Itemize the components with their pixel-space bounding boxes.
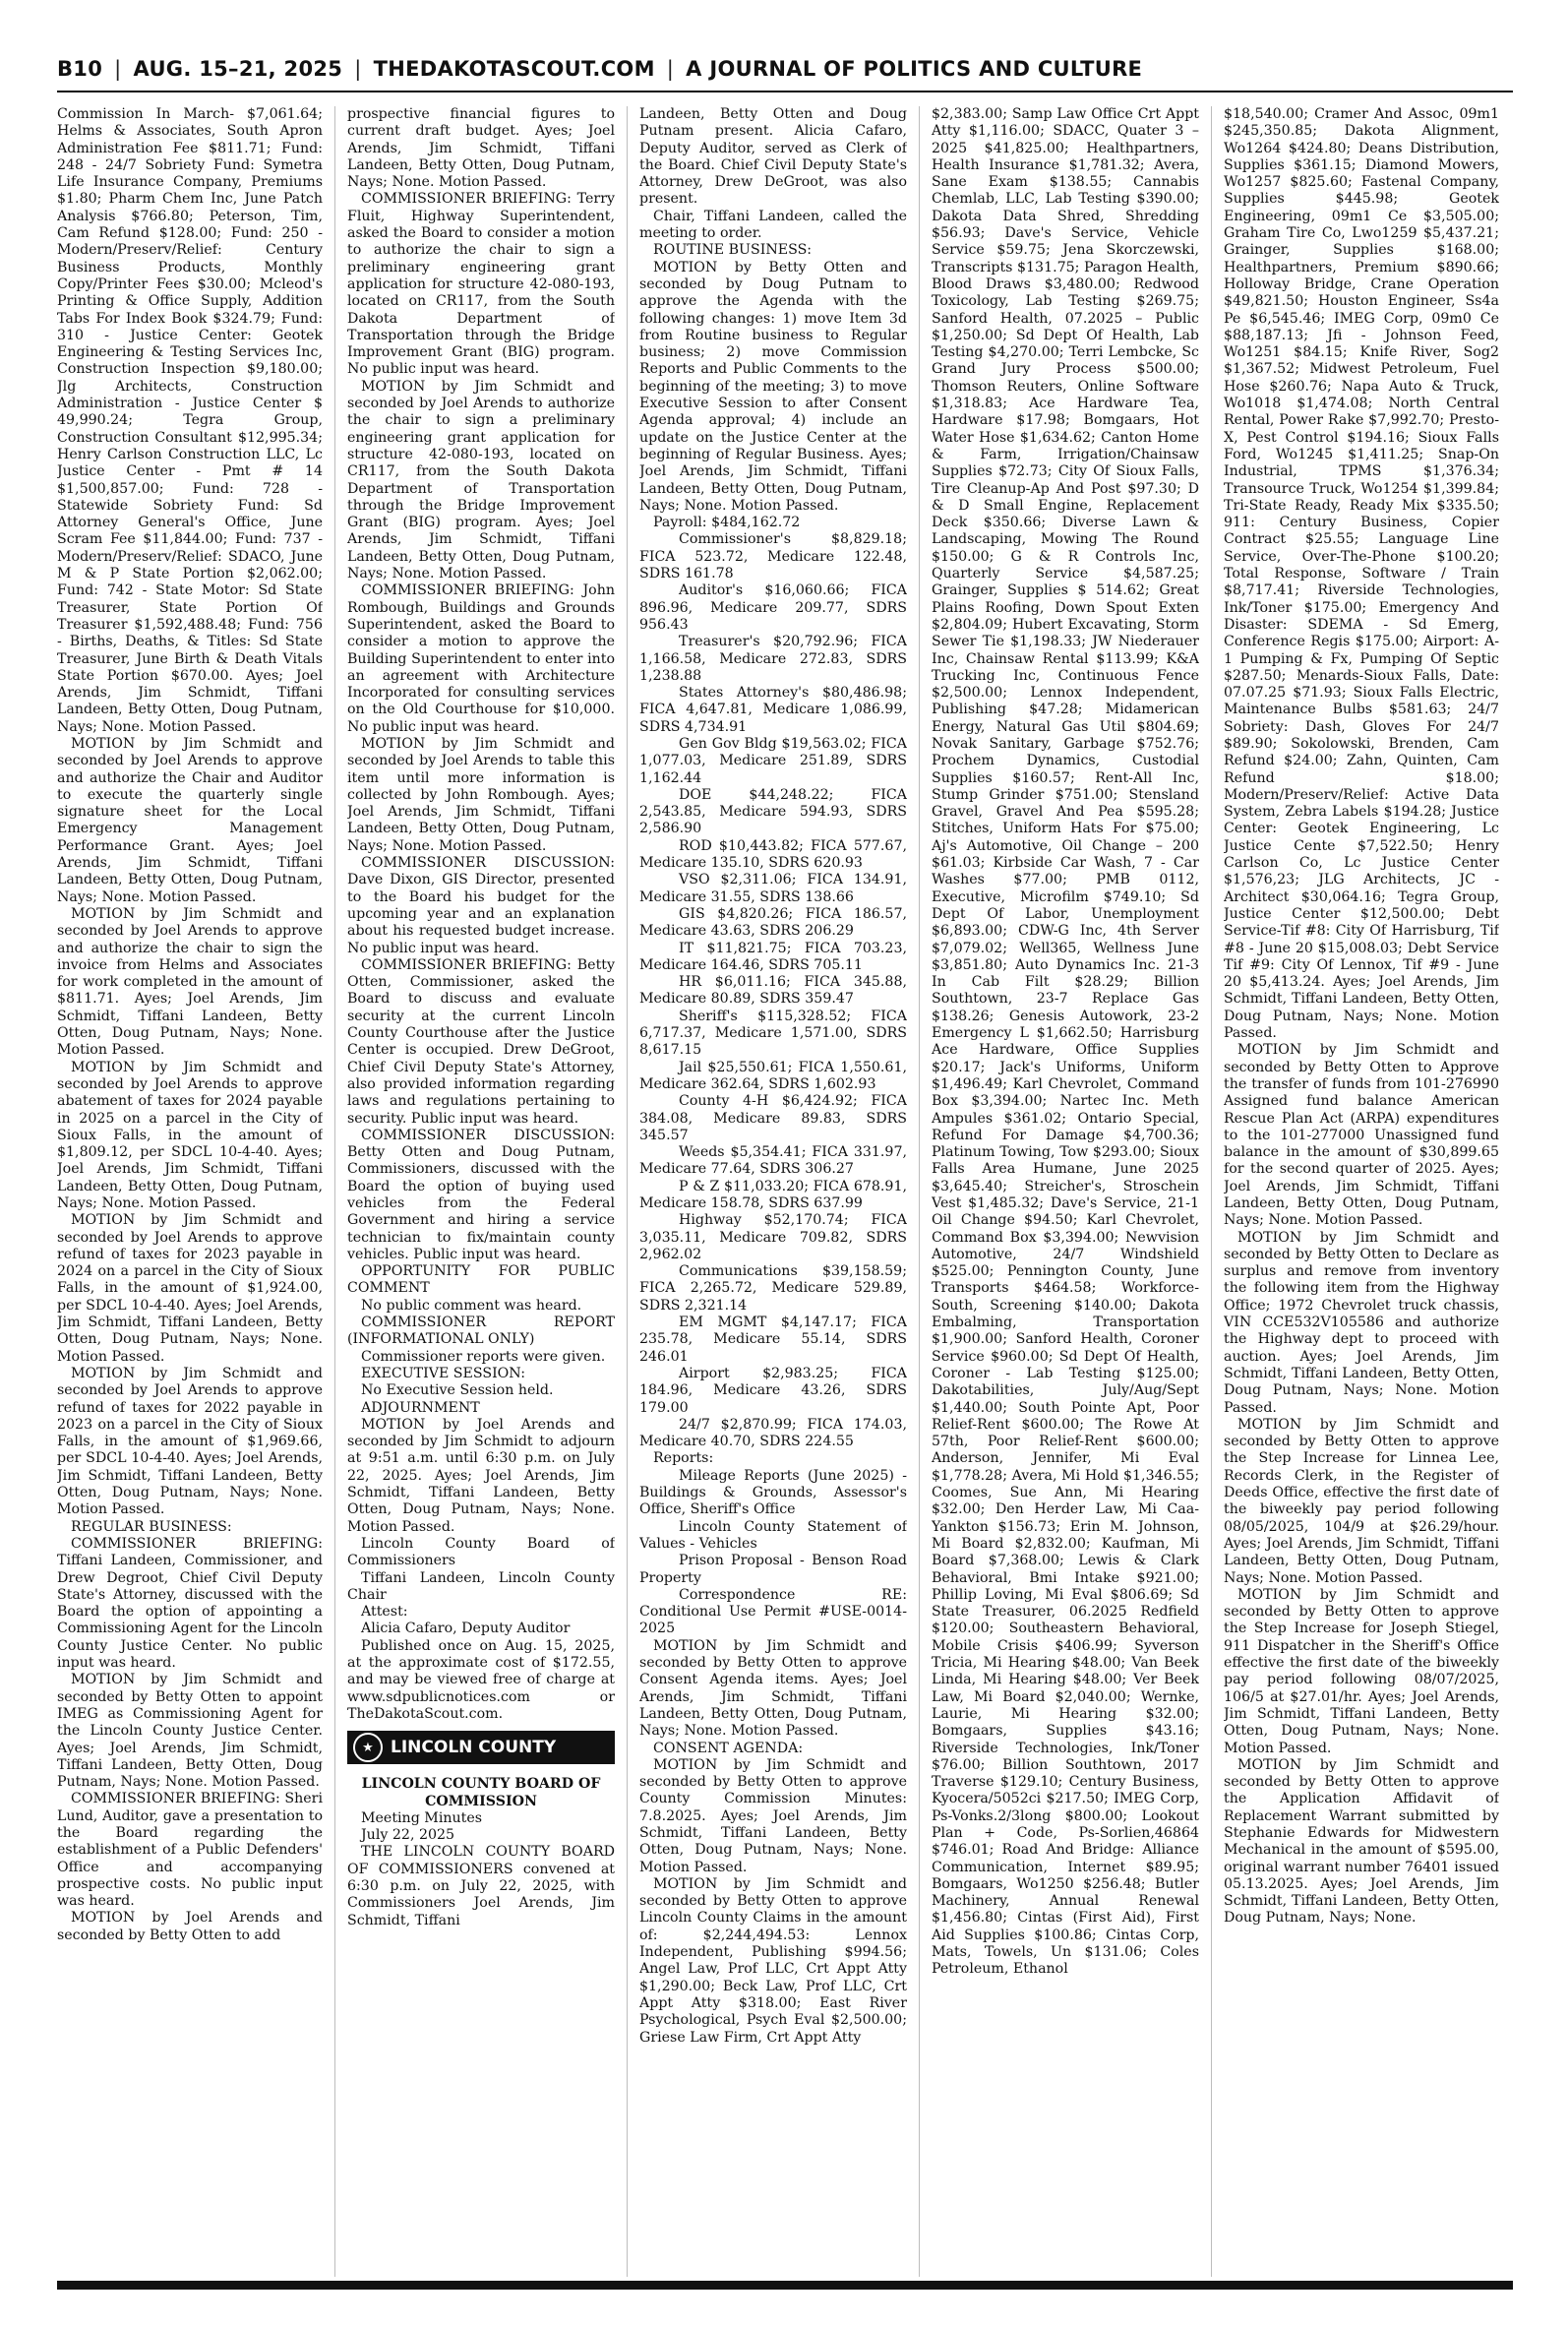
text-column-4 bbox=[932, 106, 1199, 2277]
paragraph: MOTION by Jim Schmidt and seconded by Betty Otten to Approve the transfer of funds from 101-276990 Assigned fund balance American Rescue Plan Act (ARPA) expenditures to the 101-277000 Unassigned fund balance in the amount of $30,899.65 for the second quarter of 2025. Ayes; Joel Arends, Jim Schmidt, Tiffani Landeen, Betty Otten, Doug Putnam, Nays; None. Motion Passed. bbox=[1224, 1042, 1499, 1229]
column-divider bbox=[919, 106, 920, 2277]
footer-rule bbox=[57, 2281, 1513, 2290]
paragraph: COMMISSIONER BRIEFING: Betty Otten, Commissioner, asked the Board to discuss and evaluate security at the current Lincoln County Courthouse after the Justice Center is occupied. Drew DeGroot, Chief Civil Deputy State's Attorney, also provided information regarding laws and regulations pertaining to security. Public input was heard. bbox=[347, 956, 615, 1127]
payroll-line: ROD $10,443.82; FICA 577.67, Medicare 135.10, SDRS 620.93 bbox=[639, 837, 907, 872]
paragraph: Commission In March- $7,061.64; Helms & Associates, South Apron Administration Fee $811.71; Fund: 248 - 24/7 Sobriety Fund: Symetra Life Insurance Company, Premiums $1.80; Pharm Chem Inc, June Patch Analysis $766.80; Peterson, Tim, Cam Refund $128.00; Fund: 250 - Modern/Preserv/Relief: Century Business Products, Monthly Copy/Printer Fees $30.00; Mcleod's Printing & Office Supply, Addition Tabs For Index Book $324.79; Fund: 310 - Justice Center: Geotek Engineering & Testing Services Inc, Construction Inspection $9,180.00; Jlg Architects, Construction Administration - Justice Center $ 49,990.24; Tegra Group, Construction Consultant $12,995.34; Henry Carlson Construction LLC, Lc Justice Center - Pmt # 14 $1,500,857.00; Fund: 728 - Statewide Sobriety Fund: Sd Attorney General's Office, June Scram Fee $11,844.00; Fund: 737 - Modern/Preserv/Relief: SDACO, June M & P State Portion $2,062.00; Fund: 742 - State Motor: Sd State Treasurer, State Portion Of Treasurer $1,592,488.48; Fund: 756 - Births, Deaths, & Titles: Sd State Treasurer, June Birth & Death Vitals State Portion $670.00. Ayes; Joel Arends, Jim Schmidt, Tiffani Landeen, Betty Otten, Doug Putnam, Nays; None. Motion Passed. bbox=[57, 106, 323, 735]
paragraph: prospective financial figures to current draft budget. Ayes; Joel Arends, Jim Schmidt, Tiffani Landeen, Betty Otten, Doug Putnam, Nays; None. Motion Passed. bbox=[347, 106, 615, 191]
paragraph: No Executive Session held. bbox=[361, 1382, 554, 1399]
site-name[interactable]: THEDAKOTASCOUT.COM bbox=[373, 57, 655, 81]
paragraph: Tiffani Landeen, Lincoln County Chair bbox=[347, 1569, 615, 1603]
paragraph: MOTION by Jim Schmidt and seconded by Betty Otten to approve the Application Affidavit of Replacement Warrant submitted by Stephanie Edwards for Midwestern Mechanical in the amount of $595.00, original warrant number 76401 issued 05.13.2025. Ayes; Joel Arends, Jim Schmidt, Tiffani Landeen, Betty Otten, Doug Putnam, Nays; None. bbox=[1224, 1756, 1499, 1927]
payroll-line: VSO $2,311.06; FICA 134.91, Medicare 31.55, SDRS 138.66 bbox=[639, 872, 907, 905]
page-number: B10 bbox=[57, 57, 103, 81]
paragraph: $2,383.00; Samp Law Office Crt Appt Atty $1,116.00; SDACC, Quater 3 – 2025 $41,825.00; Healthpartners, Health Insurance $1,781.32; Avera, Sane Exam $138.55; Cannabis Chemlab, LLC, Lab Testing $390.00; Dakota Data Shred, Shredding $56.93; Dave's Service, Vehicle Service $59.75; Jena Skorczewski, Transcripts $131.75; Paragon Health, Blood Draws $3,480.00; Redwood Toxicology, Lab Testing $269.75; Sanford Health, 07.2025 – Public $1,250.00; Sd Dept Of Health, Lab Testing $4,270.00; Terri Lembcke, Sc Grand Jury Process $500.00; Thomson Reuters, Online Software $1,318.83; Ace Hardware Tea, Hardware $17.98; Bomgaars, Hot Water Hose $1,634.62; Canton Home & Farm, Irrigation/Chainsaw Supplies $72.73; City Of Sioux Falls, Tire Cleanup-Ap And Post $97.30; D & D Small Engine, Replacement Deck $350.66; Diverse Lawn & Landscaping, Mowing The Round $150.00; G & R Controls Inc, Quarterly Service $4,587.25; Grainger, Supplies $ 514.62; Great Plains Roofing, Down Spout Exten $2,804.09; Hubert Excavating, Storm Sewer Tie $1,198.33; JW Niederauer Inc, Chainsaw Rental $113.99; K&A Trucking Inc, Continuous Fence $2,500.00; Lennox Independent, Publishing $47.28; Midamerican Energy, Natural Gas Util $804.69; Novak Sanitary, Garbage $752.76; Prochem Dynamics, Custodial Supplies $160.57; Rent-All Inc, Stump Grinder $751.00; Stensland Gravel, Gravel And Pea $595.28; Stitches, Uniform Hats For $75.00; Aj's Automotive, Oil Change – 200 $61.03; Kirbside Car Wash, 7 - Car Washes $77.00; PMB 0112, Executive, Microfilm $749.10; Sd Dept Of Labor, Unemployment $6,893.00; CDW-G Inc, 4th Server $7,079.02; Well365, Wellness June $3,851.80; Auto Dynamics Inc. 21-3 In Cab Filt $28.29; Billion Southtown, 23-7 Replace Gas $138.26; Genesis Autowork, 23-2 Emergency L $1,662.50; Harrisburg Ace Hardware, Office Supplies $20.17; Jack's Uniforms, Uniform $1,496.49; Karl Chevrolet, Command Box $3,394.00; Nartec Inc. Meth Ampules $361.02; Ontario Special, Refund For Damage $4,700.36; Platinum Towing, Tow $293.00; Sioux Falls Area Humane, June 2025 $3,645.40; Streicher's, Stroschein Vest $1,485.32; Dave's Service, 21-1 Oil Change $94.50; Karl Chevrolet, Command Box $3,394.00; Newvision Automotive, 24/7 Windshield $525.00; Pennington County, June Transports $464.58; Workforce-South, Screening $140.00; Dakota Embalming, Transportation $1,900.00; Sanford Health, Coroner Service $960.00; Sd Dept Of Health, Coroner - Lab Testing $125.00; Dakotabilities, July/Aug/Sept $1,440.00; South Pointe Apt, Poor Relief-Rent $600.00; The Rowe At 57th, Poor Relief-Rent $600.00; Anderson, Jennifer, Mi Eval $1,778.28; Avera, Mi Hold $1,346.55; Coomes, Sue Ann, Mi Hearing $32.00; Den Herder Law, Mi Caa-Yankton $156.73; Erin M. Johnson, Mi Board $2,832.00; Kaufman, Mi Board $7,368.00; Lewis & Clark Behavioral, Bmi Intake $921.00; Phillip Loving, Mi Eval $806.69; Sd State Treasurer, 06.2025 Redfield $120.00; Southeastern Behavioral, Mobile Crisis $406.99; Syverson Tricia, Mi Hearing $48.00; Van Beek Linda, Mi Hearing $48.00; Ver Beek Law, Mi Board $2,040.00; Wernke, Laurie, Mi Hearing $32.00; Bomgaars, Supplies $43.16; Riverside Technologies, Ink/Toner $76.00; Billion Southtown, 2017 Traverse $129.10; Century Business, Kyocera/5052ci $217.50; IMEG Corp, Ps-Vonks.2/3long $800.00; Lookout Plan + Code, Ps-Sorlien,46864 $746.01; Road And Bridge: Alliance Communication, Internet $89.95; Bomgaars, Wo1250 $256.48; Butler Machinery, Annual Renewal $1,456.80; Cintas (First Aid), First Aid Supplies $100.86; Cintas Corp, Mats, Towels, Un $131.06; Coles Petroleum, Ethanol bbox=[932, 106, 1199, 1978]
paragraph: $18,540.00; Cramer And Assoc, 09m1 $245,350.85; Dakota Alignment, Wo1264 $424.80; Deans Distribution, Supplies $361.15; Diamond Mowers, Wo1257 $825.60; Fastenal Company, Supplies $445.98; Geotek Engineering, 09m1 Ce $3,505.00; Graham Tire Co, Lwo1259 $5,437.21; Grainger, Supplies $168.00; Healthpartners, Premium $890.66; Holloway Bridge, Crane Operation $49,821.50; Houston Engineer, Ss4a Pe $6,545.46; IMEG Corp, 09m0 Ce $88,187.13; Jfi - Johnson Feed, Wo1251 $84.15; Knife River, Sog2 $1,367.52; Midwest Petroleum, Fuel Hose $260.76; Napa Auto & Truck, Wo1018 $1,474.08; North Central Rental, Power Rake $7,992.70; Presto-X, Pest Control $194.16; Sioux Falls Ford, Wo1245 $1,411.25; Snap-On Industrial, TPMS $1,376.34; Transource Truck, Wo1254 $1,399.84; Tri-State Ready, Ready Mix $335.50; 911: Century Business, Copier Contract $25.55; Language Line Service, Over-The-Phone $100.20; Total Response, Software / Train $8,717.41; Riverside Technologies, Ink/Toner $175.00; Emergency And Disaster: SDEMA - Sd Emerg, Conference Regis $175.00; Airport: A-1 Pumping & Fx, Pumping Of Septic $287.50; Menards-Sioux Falls, Date: 07.07.25 $71.93; Sioux Falls Electric, Maintenance Bulbs $581.63; 24/7 Sobriety: Dash, Gloves For 24/7 $89.90; Sokolowski, Brenden, Cam Refund $24.00; Zahn, Quinten, Cam Refund $18.00; Modern/Preserv/Relief: Active Data System, Zebra Labels $194.28; Justice Center: Geotek Engineering, Lc Justice Cente $7,522.50; Henry Carlson Co, Lc Justice Center $1,576,23; JLG Architects, JC - Architect $30,064.16; Tegra Group, Justice Center $12,500.00; Debt Service-Tif #8: City Of Harrisburg, Tif #8 - June 20 $15,008.03; Debt Service Tif #9: City Of Lennox, Tif #9 - June 20 $5,413.24. Ayes; Joel Arends, Jim Schmidt, Tiffani Landeen, Betty Otten, Doug Putnam, Nays; None. Motion Passed. bbox=[1224, 106, 1499, 1042]
section-heading: Reports: bbox=[653, 1450, 714, 1467]
paragraph: No public comment was heard. bbox=[361, 1297, 582, 1314]
payroll-line: Commissioner's $8,829.18; FICA 523.72, Medicare 122.48, SDRS 161.78 bbox=[639, 531, 907, 582]
payroll-line: Communications $39,158.59; FICA 2,265.72, Medicare 529.89, SDRS 2,321.14 bbox=[639, 1263, 907, 1314]
issue-date: AUG. 15–21, 2025 bbox=[133, 57, 343, 81]
payroll-line: DOE $44,248.22; FICA 2,543.85, Medicare 594.93, SDRS 2,586.90 bbox=[639, 786, 907, 837]
section-heading: EXECUTIVE SESSION: bbox=[361, 1365, 525, 1381]
paragraph: THE LINCOLN COUNTY BOARD OF COMMISSIONERS convened at 6:30 p.m. on July 22, 2025, with Commissioners Joel Arends, Jim Schmidt, Tiffani bbox=[347, 1844, 615, 1928]
column-divider bbox=[627, 106, 628, 2277]
payroll-line: Auditor's $16,060.66; FICA 896.96, Medicare 209.77, SDRS 956.43 bbox=[639, 582, 907, 633]
section-heading: REGULAR BUSINESS: bbox=[71, 1518, 232, 1535]
section-heading: CONSENT AGENDA: bbox=[653, 1740, 804, 1756]
county-banner bbox=[347, 1731, 615, 1764]
payroll-line: EM MGMT $4,147.17; FICA 235.78, Medicare 55.14, SDRS 246.01 bbox=[639, 1315, 907, 1365]
masthead-separator: | bbox=[666, 57, 675, 81]
payroll-line: HR $6,011.16; FICA 345.88, Medicare 80.89, SDRS 359.47 bbox=[639, 974, 907, 1008]
paragraph: Chair, Tiffani Landeen, called the meeting to order. bbox=[639, 208, 907, 242]
payroll-line: P & Z $11,033.20; FICA 678.91, Medicare 158.78, SDRS 637.99 bbox=[639, 1178, 907, 1211]
paragraph: Attest: bbox=[361, 1604, 408, 1621]
payroll-line: Jail $25,550.61; FICA 1,550.61, Medicare 362.64, SDRS 1,602.93 bbox=[639, 1059, 907, 1092]
payroll-line: Airport $2,983.25; FICA 184.96, Medicare 43.26, SDRS 179.00 bbox=[639, 1365, 907, 1416]
payroll-line: Highway $52,170.74; FICA 3,035.11, Medicare 709.82, SDRS 2,962.02 bbox=[639, 1212, 907, 1262]
report-line: Correspondence RE: Conditional Use Permit #USE-0014-2025 bbox=[639, 1586, 907, 1637]
paragraph: MOTION by Jim Schmidt and seconded by Betty Otten to approve County Commission Minutes: 7.8.2025. Ayes; Joel Arends, Jim Schmidt, Tiffani Landeen, Betty Otten, Doug Putnam, Nays; None. Motion Passed. bbox=[639, 1756, 907, 1875]
section-heading: ADJOURNMENT bbox=[361, 1399, 480, 1416]
paragraph: Alicia Cafaro, Deputy Auditor bbox=[361, 1621, 571, 1637]
payroll-line: IT $11,821.75; FICA 703.23, Medicare 164.46, SDRS 705.11 bbox=[639, 940, 907, 973]
payroll-line: States Attorney's $80,486.98; FICA 4,647.81, Medicare 1,086.99, SDRS 4,734.91 bbox=[639, 685, 907, 735]
paragraph: MOTION by Jim Schmidt and seconded by Joel Arends to approve refund of taxes for 2022 payable in 2023 on a parcel in the City of Sioux Falls, in the amount of $1,969.66, per SDCL 10-4-40. Ayes; Joel Arends, Jim Schmidt, Tiffani Landeen, Betty Otten, Doug Putnam, Nays; None. Motion Passed. bbox=[57, 1365, 323, 1518]
paragraph: COMMISSIONER BRIEFING: John Rombough, Buildings and Grounds Superintendent, asked the Board to consider a motion to approve the Building Superintendent to enter into an agreement with Architecture Incorporated for consulting services on the Old Courthouse for $10,000. No public input was heard. bbox=[347, 582, 615, 735]
tagline: A JOURNAL OF POLITICS AND CULTURE bbox=[686, 57, 1143, 81]
text-column-3 bbox=[639, 106, 907, 2277]
section-heading: OPPORTUNITY FOR PUBLIC COMMENT bbox=[347, 1263, 615, 1297]
notice-title: LINCOLN COUNTY BOARD OF COMMISSION bbox=[361, 1776, 601, 1809]
paragraph: COMMISSIONER DISCUSSION: Dave Dixon, GIS Director, presented to the Board his budget for the upcoming year and an explanation about his requested budget increase. No public input was heard. bbox=[347, 855, 615, 956]
paragraph: Commissioner reports were given. bbox=[361, 1348, 606, 1365]
masthead-separator: | bbox=[114, 57, 122, 81]
payroll-line: County 4-H $6,424.92; FICA 384.08, Medicare 89.83, SDRS 345.57 bbox=[639, 1093, 907, 1143]
payroll-line: Gen Gov Bldg $19,563.02; FICA 1,077.03, Medicare 251.89, SDRS 1,162.44 bbox=[639, 735, 907, 786]
payroll-line: Weeds $5,354.41; FICA 331.97, Medicare 77.64, SDRS 306.27 bbox=[639, 1144, 907, 1178]
paragraph: MOTION by Joel Arends and seconded by Betty Otten to add bbox=[57, 1910, 323, 1943]
county-seal-icon: ★ bbox=[353, 1733, 383, 1762]
paragraph: MOTION by Jim Schmidt and seconded by Joel Arends to table this item until more information is collected by John Rombough. Ayes; Joel Arends, Jim Schmidt, Tiffani Landeen, Betty Otten, Doug Putnam, Nays; None. Motion Passed. bbox=[347, 735, 615, 854]
column-divider bbox=[1211, 106, 1212, 2277]
paragraph: Lincoln County Board of Commissioners bbox=[347, 1535, 615, 1569]
section-heading: ROUTINE BUSINESS: bbox=[653, 242, 813, 259]
column-divider bbox=[334, 106, 335, 2277]
text-column-1 bbox=[57, 106, 323, 2277]
paragraph: MOTION by Jim Schmidt and seconded by Betty Otten to approve the Step Increase for Linnea Lee, Records Clerk, in the Register of Deeds Office, effective the first date of the biweekly pay period following 08/05/2025, 104/9 at $26.29/hour. Ayes; Joel Arends, Jim Schmidt, Tiffani Landeen, Betty Otten, Doug Putnam, Nays; None. Motion Passed. bbox=[1224, 1416, 1499, 1586]
paragraph: July 22, 2025 bbox=[361, 1827, 455, 1844]
paragraph: MOTION by Jim Schmidt and seconded by Betty Otten to approve Lincoln County Claims in the amount of: $2,244,494.53: Lennox Independent, Publishing $994.56; Angel Law, Prof LLC, Crt Appt Atty $1,290.00; Beck Law, Prof LLC, Crt Appt Atty $318.00; East River Psychological, Psych Eval $2,500.00; Griese Law Firm, Crt Appt Atty bbox=[639, 1875, 907, 2046]
report-line: Lincoln County Statement of Values - Vehicles bbox=[639, 1518, 907, 1552]
paragraph: Landeen, Betty Otten and Doug Putnam present. Alicia Cafaro, Deputy Auditor, served as Clerk of the Board. Chief Civil Deputy State's Attorney, Drew DeGroot, was also present. bbox=[639, 106, 907, 208]
paragraph: MOTION by Jim Schmidt and seconded by Joel Arends to approve abatement of taxes for 2024 payable in 2025 on a parcel in the City of Sioux Falls, in the amount of $1,809.12, per SDCL 10-4-40. Ayes; Joel Arends, Jim Schmidt, Tiffani Landeen, Betty Otten, Doug Putnam, Nays; None. Motion Passed. bbox=[57, 1059, 323, 1211]
paragraph: MOTION by Jim Schmidt and seconded by Betty Otten to approve Consent Agenda items. Ayes; Joel Arends, Jim Schmidt, Tiffani Landeen, Betty Otten, Doug Putnam, Nays; None. Motion Passed. bbox=[639, 1637, 907, 1740]
paragraph: MOTION by Jim Schmidt and seconded by Joel Arends to approve refund of taxes for 2023 payable in 2024 on a parcel in the City of Sioux Falls, in the amount of $1,924.00, per SDCL 10-4-40. Ayes; Joel Arends, Jim Schmidt, Tiffani Landeen, Betty Otten, Doug Putnam, Nays; None. Motion Passed. bbox=[57, 1212, 323, 1365]
paragraph: COMMISSIONER BRIEFING: Terry Fluit, Highway Superintendent, asked the Board to consider a motion to authorize the chair to sign a preliminary engineering grant application for structure 42-080-193, located on CR117, from the South Dakota Department of Transportation through the Bridge Improvement Grant (BIG) program. No public input was heard. bbox=[347, 191, 615, 378]
paragraph: Published once on Aug. 15, 2025, at the approximate cost of $172.55, and may be viewed free of charge at www.sdpublicnotices.com or TheDakotaScout.com. bbox=[347, 1637, 615, 1722]
paragraph: COMMISSIONER BRIEFING: Tiffani Landeen, Commissioner, and Drew Degroot, Chief Civil Deputy State's Attorney, discussed with the Board the option of appointing a Commissioning Agent for the Lincoln County Justice Center. No public input was heard. bbox=[57, 1535, 323, 1672]
paragraph: MOTION by Joel Arends and seconded by Jim Schmidt to adjourn at 9:51 a.m. until 6:30 p.m. on July 22, 2025. Ayes; Joel Arends, Jim Schmidt, Tiffani Landeen, Betty Otten, Doug Putnam, Nays; None. Motion Passed. bbox=[347, 1416, 615, 1535]
report-line: Prison Proposal - Benson Road Property bbox=[639, 1553, 907, 1586]
paragraph: Meeting Minutes bbox=[361, 1809, 483, 1826]
paragraph: MOTION by Jim Schmidt and seconded by Joel Arends to approve and authorize the Chair and Auditor to execute the quarterly single signature sheet for the Local Emergency Management Performance Grant. Ayes; Joel Arends, Jim Schmidt, Tiffani Landeen, Betty Otten, Doug Putnam, Nays; None. Motion Passed. bbox=[57, 735, 323, 905]
text-column-2 bbox=[347, 106, 615, 2277]
paragraph: Payroll: $484,162.72 bbox=[653, 515, 801, 531]
section-heading: COMMISSIONER REPORT (INFORMATIONAL ONLY) bbox=[347, 1315, 615, 1348]
payroll-line: 24/7 $2,870.99; FICA 174.03, Medicare 40.70, SDRS 224.55 bbox=[639, 1416, 907, 1450]
masthead bbox=[57, 49, 1513, 89]
paragraph: COMMISSIONER DISCUSSION: Betty Otten and Doug Putnam, Commissioners, discussed with the Board the option of buying used vehicles from the Federal Government and hiring a service technician to fix/maintain county vehicles. Public input was heard. bbox=[347, 1127, 615, 1262]
masthead-separator: | bbox=[354, 57, 362, 81]
payroll-line: Treasurer's $20,792.96; FICA 1,166.58, Medicare 272.83, SDRS 1,238.88 bbox=[639, 634, 907, 684]
paragraph: MOTION by Jim Schmidt and seconded by Betty Otten to approve the Step Increase for Joseph Stiegel, 911 Dispatcher in the Sheriff's Office effective the first date of the biweekly pay period following 08/07/2025, 106/5 at $27.01/hr. Ayes; Joel Arends, Jim Schmidt, Tiffani Landeen, Betty Otten, Doug Putnam, Nays; None. Motion Passed. bbox=[1224, 1586, 1499, 1756]
report-line: Mileage Reports (June 2025) - Buildings & Grounds, Assessor's Office, Sheriff's Office bbox=[639, 1467, 907, 1518]
paragraph: MOTION by Jim Schmidt and seconded by Joel Arends to approve and authorize the chair to sign the invoice from Helms and Associates for work completed in the amount of $811.71. Ayes; Joel Arends, Jim Schmidt, Tiffani Landeen, Betty Otten, Doug Putnam, Nays; None. Motion Passed. bbox=[57, 905, 323, 1059]
paragraph: MOTION by Jim Schmidt and seconded by Betty Otten to appoint IMEG as Commissioning Agent for the Lincoln County Justice Center. Ayes; Joel Arends, Jim Schmidt, Tiffani Landeen, Betty Otten, Doug Putnam, Nays; None. Motion Passed. bbox=[57, 1672, 323, 1791]
county-banner-label: LINCOLN COUNTY bbox=[391, 1737, 557, 1757]
text-column-5 bbox=[1224, 106, 1499, 2277]
header-rule bbox=[57, 91, 1513, 92]
paragraph: MOTION by Jim Schmidt and seconded by Joel Arends to authorize the chair to sign a preliminary engineering grant application for structure 42-080-193, located on CR117, from the South Dakota Department of Transportation through the Bridge Improvement Grant (BIG) program. Ayes; Joel Arends, Jim Schmidt, Tiffani Landeen, Betty Otten, Doug Putnam, Nays; None. Motion Passed. bbox=[347, 378, 615, 582]
payroll-line: GIS $4,820.26; FICA 186.57, Medicare 43.63, SDRS 206.29 bbox=[639, 905, 907, 940]
paragraph: MOTION by Betty Otten and seconded by Doug Putnam to approve the Agenda with the following changes: 1) move Item 3d from Routine business to Regular business; 2) move Commission Reports and Public Comments to the beginning of the meeting; 3) to move Executive Session to after Consent Agenda approval; 4) include an update on the Justice Center at the beginning of Regular Business. Ayes; Joel Arends, Jim Schmidt, Tiffani Landeen, Betty Otten, Doug Putnam, Nays; None. Motion Passed. bbox=[639, 259, 907, 514]
paragraph: COMMISSIONER BRIEFING: Sheri Lund, Auditor, gave a presentation to the Board regarding the establishment of a Public Defenders' Office and accompanying prospective costs. No public input was heard. bbox=[57, 1791, 323, 1910]
paragraph: MOTION by Jim Schmidt and seconded by Betty Otten to Declare as surplus and remove from inventory the following item from the Highway Office; 1972 Chevrolet truck chassis, VIN CCE532V105586 and authorize the Highway dept to proceed with auction. Ayes; Joel Arends, Jim Schmidt, Tiffani Landeen, Betty Otten, Doug Putnam, Nays; None. Motion Passed. bbox=[1224, 1229, 1499, 1416]
payroll-line: Sheriff's $115,328.52; FICA 6,717.37, Medicare 1,571.00, SDRS 8,617.15 bbox=[639, 1008, 907, 1059]
